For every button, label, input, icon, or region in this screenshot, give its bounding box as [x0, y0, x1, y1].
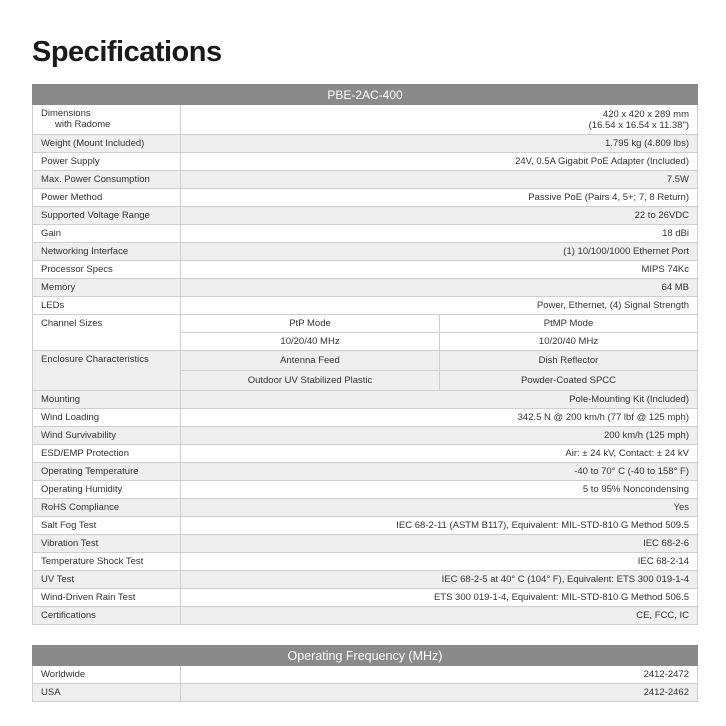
row-label: Power Method — [33, 189, 181, 207]
row-value: Passive PoE (Pairs 4, 5+; 7, 8 Return) — [181, 189, 698, 207]
row-label — [33, 105, 181, 135]
table-row — [33, 153, 698, 171]
row-value: IEC 68-2-5 at 40° C (104° F), Equivalent: ETS 300 019-1-4 — [181, 571, 698, 589]
table-row — [33, 135, 698, 153]
row-label: Power Supply — [33, 153, 181, 171]
table-row — [33, 553, 698, 571]
table-row — [33, 607, 698, 625]
row-label: Worldwide — [33, 666, 181, 684]
table-row — [33, 463, 698, 481]
table-row — [33, 351, 698, 371]
row-label: Operating Humidity — [33, 481, 181, 499]
table-row — [33, 589, 698, 607]
row-label: Temperature Shock Test — [33, 553, 181, 571]
row-value: CE, FCC, IC — [181, 607, 698, 625]
row-value: 64 MB — [181, 279, 698, 297]
table-row — [33, 427, 698, 445]
specifications-table — [32, 84, 698, 625]
dimensions-metric: 420 x 420 x 289 mm — [602, 108, 689, 120]
row-value: 10/20/40 MHz — [440, 333, 698, 351]
dimensions-imperial: (16.54 x 16.54 x 11.38") — [588, 119, 689, 131]
sub-header: Dish Reflector — [440, 351, 698, 371]
row-label: Mounting — [33, 391, 181, 409]
row-value: 2412-2462 — [181, 684, 698, 702]
row-value: 24V, 0.5A Gigabit PoE Adapter (Included) — [181, 153, 698, 171]
table-row — [33, 684, 698, 702]
frequency-header: Operating Frequency (MHz) — [33, 646, 698, 666]
row-label: Channel Sizes — [33, 315, 181, 351]
row-label: ESD/EMP Protection — [33, 445, 181, 463]
table-row — [33, 517, 698, 535]
row-value: IEC 68-2-6 — [181, 535, 698, 553]
row-label: Networking Interface — [33, 243, 181, 261]
table-row — [33, 409, 698, 427]
table-row — [33, 499, 698, 517]
row-label: UV Test — [33, 571, 181, 589]
sub-header: PtP Mode — [181, 315, 440, 333]
page-title: Specifications — [32, 36, 222, 68]
row-value: MIPS 74Kc — [181, 261, 698, 279]
row-value: 200 km/h (125 mph) — [181, 427, 698, 445]
row-value: 22 to 26VDC — [181, 207, 698, 225]
row-value: ETS 300 019-1-4, Equivalent: MIL-STD-810 G Method 506.5 — [181, 589, 698, 607]
table-row — [33, 207, 698, 225]
table-row — [33, 481, 698, 499]
row-label: Wind Loading — [33, 409, 181, 427]
row-value: IEC 68-2-11 (ASTM B117), Equivalent: MIL-STD-810 G Method 509.5 — [181, 517, 698, 535]
operating-frequency-table — [32, 645, 698, 702]
row-label: USA — [33, 684, 181, 702]
row-label: Wind Survivability — [33, 427, 181, 445]
row-value: 7.5W — [181, 171, 698, 189]
model-header: PBE-2AC-400 — [33, 85, 698, 105]
row-label: Certifications — [33, 607, 181, 625]
dimensions-label: Dimensions — [41, 108, 91, 119]
row-label: Salt Fog Test — [33, 517, 181, 535]
row-label: Processor Specs — [33, 261, 181, 279]
sub-header: PtMP Mode — [440, 315, 698, 333]
sub-header: Antenna Feed — [181, 351, 440, 371]
row-value: Powder-Coated SPCC — [440, 371, 698, 391]
table-row — [33, 535, 698, 553]
table-row — [33, 105, 698, 135]
table-row — [33, 445, 698, 463]
table-row — [33, 243, 698, 261]
row-label: Supported Voltage Range — [33, 207, 181, 225]
table-row — [33, 666, 698, 684]
row-label: LEDs — [33, 297, 181, 315]
table-row — [33, 391, 698, 409]
table-row — [33, 225, 698, 243]
row-value: Air: ± 24 kV, Contact: ± 24 kV — [181, 445, 698, 463]
row-value: 1.795 kg (4.809 lbs) — [181, 135, 698, 153]
row-value: Pole-Mounting Kit (Included) — [181, 391, 698, 409]
row-label: Enclosure Characteristics — [33, 351, 181, 391]
row-label: Memory — [33, 279, 181, 297]
table-row — [33, 261, 698, 279]
row-label: Gain — [33, 225, 181, 243]
row-value: Yes — [181, 499, 698, 517]
row-label: Weight (Mount Included) — [33, 135, 181, 153]
table-row — [33, 297, 698, 315]
row-value: -40 to 70° C (-40 to 158° F) — [181, 463, 698, 481]
row-label: Max. Power Consumption — [33, 171, 181, 189]
row-value: Outdoor UV Stabilized Plastic — [181, 371, 440, 391]
row-value — [181, 105, 698, 135]
row-value: 2412-2472 — [181, 666, 698, 684]
row-value: 18 dBi — [181, 225, 698, 243]
row-label: Wind-Driven Rain Test — [33, 589, 181, 607]
row-label: RoHS Compliance — [33, 499, 181, 517]
table-row — [33, 571, 698, 589]
row-value: (1) 10/100/1000 Ethernet Port — [181, 243, 698, 261]
row-value: 10/20/40 MHz — [181, 333, 440, 351]
row-label: Operating Temperature — [33, 463, 181, 481]
row-value: 342.5 N @ 200 km/h (77 lbf @ 125 mph) — [181, 409, 698, 427]
row-value: IEC 68-2-14 — [181, 553, 698, 571]
table-row — [33, 189, 698, 207]
table-row — [33, 315, 698, 333]
row-label: Vibration Test — [33, 535, 181, 553]
table-row — [33, 279, 698, 297]
row-value: Power, Ethernet, (4) Signal Strength — [181, 297, 698, 315]
table-row — [33, 171, 698, 189]
row-value: 5 to 95% Noncondensing — [181, 481, 698, 499]
dimensions-sublabel: with Radome — [55, 119, 111, 130]
